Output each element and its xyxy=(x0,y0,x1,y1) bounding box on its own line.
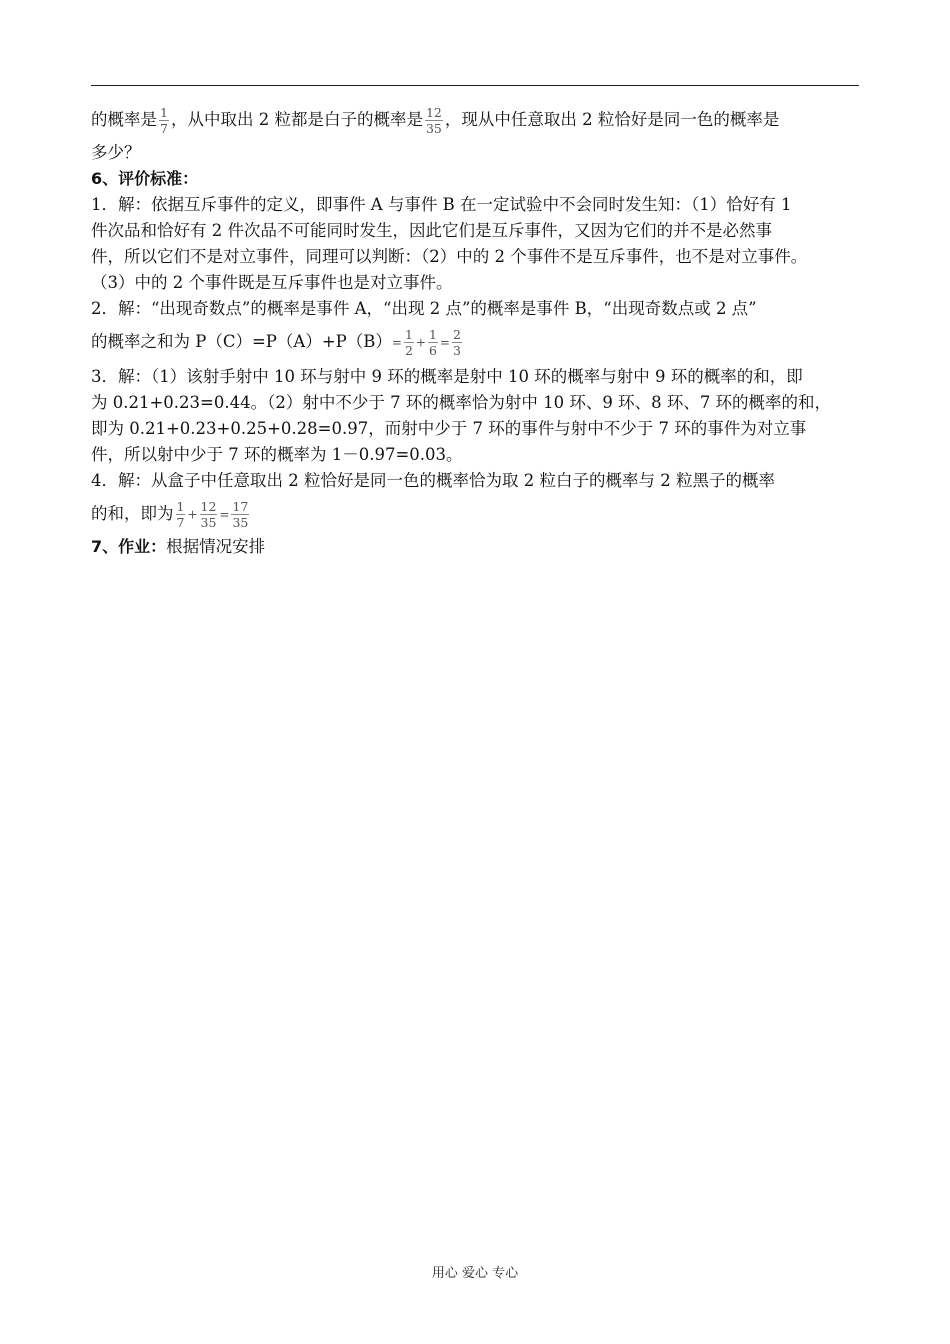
frac-num: 17 xyxy=(232,499,249,514)
answer-4-line: 4．解：从盒子中任意取出 2 粒恰好是同一色的概率恰为取 2 粒白子的概率与 2 粒黑子的概率 xyxy=(91,471,775,490)
section-7-heading: 7、作业： xyxy=(91,537,167,556)
answer-3-line: 为 0.21+0.23=0.44。（2）射中不少于 7 环的概率恰为射中 10 环、9 环、8 环、7 环的概率的和， xyxy=(91,393,832,412)
frac-den: 7 xyxy=(176,515,185,530)
fraction-1-6 xyxy=(428,327,438,358)
frac-num: 1 xyxy=(160,105,168,120)
fraction-1-7 xyxy=(176,499,186,530)
fraction-17-35 xyxy=(231,499,249,530)
fraction-12-35 xyxy=(425,105,443,136)
section-7-text: 根据情况安排 xyxy=(166,537,266,556)
frac-num: 1 xyxy=(428,327,437,342)
intro-text-b: ，从中取出 2 粒都是白子的概率是 xyxy=(170,110,423,129)
intro-line-2: 多少？ xyxy=(91,143,141,162)
document-body xyxy=(91,100,861,560)
fraction-12-35 xyxy=(200,499,218,530)
answer-1-line: 1．解：依据互斥事件的定义，即事件 A 与事件 B 在一定试验中不会同时发生知：（1）恰好有 1 xyxy=(91,195,792,214)
frac-den: 2 xyxy=(404,343,413,358)
intro-line-1 xyxy=(91,100,861,140)
answer-2-formula-line xyxy=(91,322,861,362)
frac-num: 12 xyxy=(200,499,217,514)
page-footer: 用心 爱心 专心 xyxy=(431,1266,519,1281)
section-7-line xyxy=(91,534,861,560)
plus-sign: + xyxy=(187,507,198,522)
answer-1-line: 件，所以它们不是对立事件，同理可以判断：（2）中的 2 个事件不是互斥事件，也不是对立事件。 xyxy=(91,247,808,266)
answer-4-formula-line xyxy=(91,494,861,534)
answer-2-line: 2．解：“出现奇数点”的概率是事件 A，“出现 2 点”的概率是事件 B，“出现奇数点或 2 点” xyxy=(91,299,757,318)
answer-2-text: 的概率之和为 P（C）=P（A）+P（B） xyxy=(91,332,392,351)
frac-den: 7 xyxy=(160,121,168,136)
frac-den: 3 xyxy=(452,343,461,358)
fraction-1-7 xyxy=(159,105,169,136)
frac-num: 12 xyxy=(425,105,442,120)
frac-den: 35 xyxy=(232,515,249,530)
answer-3-line: 件，所以射中少于 7 环的概率为 1－0.97=0.03。 xyxy=(91,445,463,464)
equals-sign: = xyxy=(391,335,402,350)
section-6-heading: 6、评价标准： xyxy=(91,169,199,188)
answer-3-line: 3．解：（1）该射手射中 10 环与射中 9 环的概率是射中 10 环的概率与射中 9 环的概率的和，即 xyxy=(91,367,803,386)
frac-den: 35 xyxy=(200,515,217,530)
fraction-2-3 xyxy=(452,327,462,358)
answer-3-line: 即为 0.21+0.23+0.25+0.28=0.97，而射中少于 7 环的事件与射中不少于 7 环的事件为对立事 xyxy=(91,419,807,438)
plus-sign: + xyxy=(415,335,426,350)
fraction-1-2 xyxy=(404,327,414,358)
equals-sign: = xyxy=(219,507,230,522)
intro-text-c: ，现从中任意取出 2 粒恰好是同一色的概率是 xyxy=(444,110,780,129)
intro-text-a: 的概率是 xyxy=(91,110,157,129)
answer-4-text: 的和，即为 xyxy=(91,504,174,523)
frac-num: 1 xyxy=(176,499,185,514)
frac-num: 1 xyxy=(404,327,413,342)
answer-1-line: （3）中的 2 个事件既是互斥事件也是对立事件。 xyxy=(91,273,453,292)
equals-sign: = xyxy=(439,335,450,350)
header-rule xyxy=(91,85,859,86)
frac-num: 2 xyxy=(452,327,461,342)
frac-den: 6 xyxy=(428,343,437,358)
answer-1-line: 件次品和恰好有 2 件次品不可能同时发生，因此它们是互斥事件，又因为它们的并不是必然事 xyxy=(91,221,772,240)
frac-den: 35 xyxy=(425,121,442,136)
